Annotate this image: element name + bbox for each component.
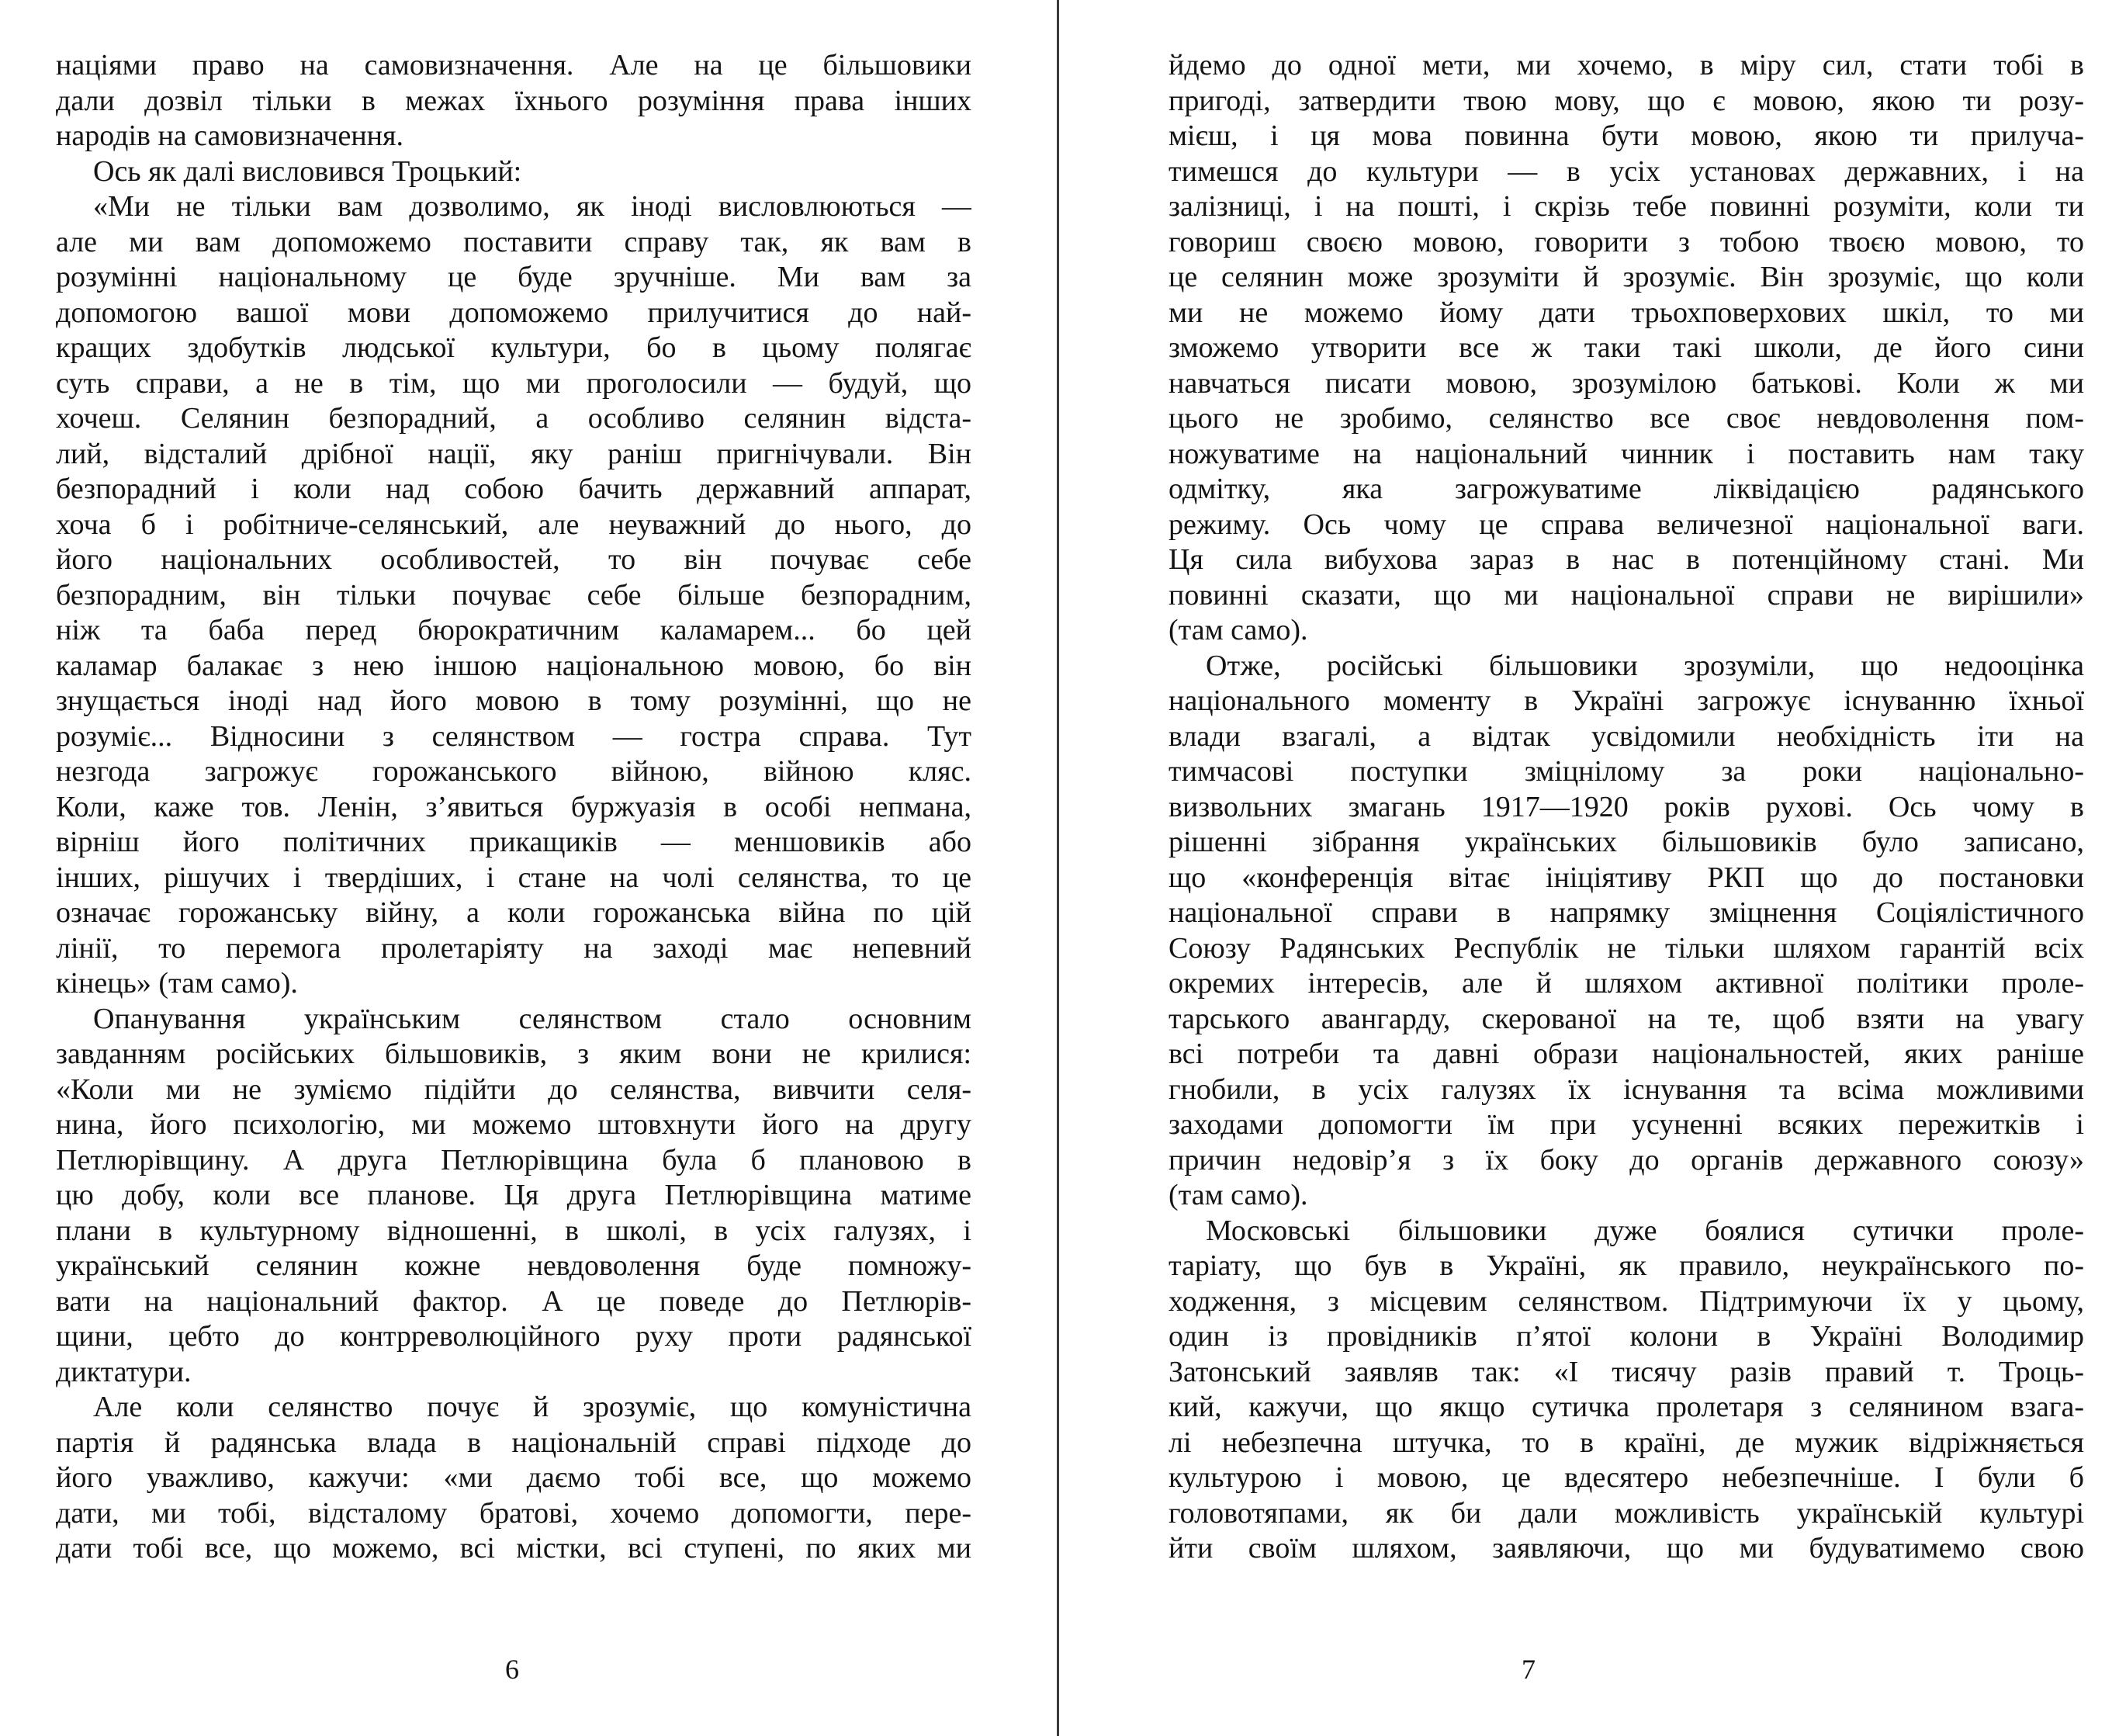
text-line: йдемо до одної мети, ми хочемо, в міру сил, стати тобі в [1169, 49, 2084, 81]
text-line: «Ми не тільки вам дозволимо, як іноді висловлюються — [93, 190, 971, 223]
text-line: націями право на самовизначення. Але на це більшовики [56, 49, 971, 81]
text-line: одмітку, яка загрожуватиме ліквідацією радянського [1169, 473, 2084, 505]
left-page-text [56, 48, 971, 1567]
right-page-text [1169, 48, 2084, 1567]
text-line: дати, ми тобі, відсталому братові, хочемо допомогти, пере- [56, 1496, 971, 1530]
text-line: ножуватиме на національний чинник і поставить нам таку [1169, 437, 2084, 470]
text-line: вірніш його політичних прикащиків — меншовиків або [56, 826, 971, 858]
text-line: безпорадним, він тільки почуває себе більше безпорадним, [56, 578, 971, 612]
text-line: Ось як далі висловився Троцький: [93, 154, 522, 188]
text-line: знущається іноді над його мовою в тому розумінні, що не [56, 684, 971, 717]
text-line: хочеш. Селянин безпорадний, а особливо селянин відста- [56, 402, 971, 435]
text-line: пригоді, затвердити твою мову, що є мовою, якою ти розу- [1169, 84, 2084, 117]
text-line: допомогою вашої мови допоможемо прилучитися до най- [56, 296, 971, 329]
text-line: зможемо утворити все ж таки такі школи, де його сини [1169, 331, 2084, 364]
text-line: хоча б і робітниче-селянський, але неуважний до нього, до [56, 508, 971, 541]
text-line: його національних особливостей, то він почуває себе [56, 543, 971, 576]
text-line: окремих інтересів, але й шляхом активної політики проле- [1169, 967, 2084, 1000]
right-page [1060, 0, 2119, 1736]
text-line: партія й радянська влада в національній справі підходе до [56, 1426, 971, 1459]
text-line: нина, його психологію, ми можемо штовхнути його на другу [56, 1108, 971, 1141]
text-line: незгода загрожує горожанського війною, війною кляс. [56, 755, 971, 788]
text-line: повинні сказати, що ми національної справи не вирішили» [1169, 578, 2084, 612]
text-line: Коли, каже тов. Ленін, з’явиться буржуазія в особі непмана, [56, 790, 971, 823]
text-line: означає горожанську війну, а коли горожанська війна по цій [56, 896, 971, 929]
text-line: залізниці, і на пошті, і скрізь тебе повинні розуміти, коли ти [1169, 190, 2084, 223]
page-number: 6 [505, 1654, 519, 1685]
text-line: інших, рішучих і твердіших, і стане на чолі селянства, то це [56, 861, 971, 894]
text-line: заходами допомогти їм при усуненні всяких пережитків і [1169, 1108, 2084, 1141]
text-line: Отже, російські більшовики зрозуміли, що недооцінка [1206, 649, 2084, 682]
text-line: кращих здобутків людської культури, бо в цьому полягає [56, 331, 971, 364]
text-line: що «конференція вітає ініціятиву РКП що до постановки [1169, 861, 2084, 894]
text-line: гнобили, в усіх галузях їх існування та всіма можливими [1169, 1072, 2084, 1106]
text-line: йти своїм шляхом, заявляючи, що ми будуватимемо свою [1169, 1532, 2084, 1564]
text-line: Петлюрівщину. А друга Петлюрівщина була б плановою в [56, 1143, 971, 1176]
text-line: кінець» (там само). [56, 967, 298, 1000]
text-line: ніж та баба перед бюрократичним каламарем... бо цей [56, 614, 971, 646]
text-line: причин недовір’я з їх боку до органів державного союзу» [1169, 1143, 2084, 1176]
text-line: навчаться писати мовою, зрозумілою батькові. Коли ж ми [1169, 366, 2084, 400]
text-line: влади взагалі, а відтак усвідомили необхідність іти на [1169, 719, 2084, 753]
text-line: культурою і мовою, це вдесятеро небезпечніше. І були б [1169, 1461, 2084, 1494]
text-line: лий, відсталий дрібної нації, яку раніш пригнічували. Він [56, 437, 971, 470]
text-line: національної справи в напрямку зміцнення Соціялістичного [1169, 896, 2084, 929]
text-line: народів на самовизначення. [56, 120, 403, 152]
text-line: диктатури. [56, 1355, 192, 1388]
text-line: тарського авангарду, скерованої на те, щоб взяти на увагу [1169, 1002, 2084, 1035]
text-line: головотяпами, як би дали можливість українській культурі [1169, 1496, 2084, 1530]
text-line: говориш своєю мовою, говорити з тобою твоєю мовою, то [1169, 225, 2084, 258]
text-line: розуміє... Відносини з селянством — гостра справа. Тут [56, 719, 971, 753]
text-line: дати тобі все, що можемо, всі містки, всі ступені, по яких ми [56, 1532, 971, 1564]
left-page [0, 0, 1059, 1736]
text-line: розумінні національному це буде зручніше. Ми вам за [56, 261, 971, 293]
text-line: але ми вам допоможемо поставити справу так, як вам в [56, 225, 971, 258]
text-line: завданням російських більшовиків, з яким вони не крилися: [56, 1038, 971, 1070]
text-line: (там само). [1169, 1179, 1308, 1211]
text-line: Московські більшовики дуже боялися сутички проле- [1206, 1214, 2084, 1247]
text-line: ми не можемо йому дати трьохповерхових шкіл, то ми [1169, 296, 2084, 329]
text-line: національного моменту в Україні загрожує існуванню їхньої [1169, 684, 2084, 717]
text-line: дали дозвіл тільки в межах їхнього розуміння права інших [56, 84, 971, 117]
text-line: український селянин кожне невдоволення буде помножу- [56, 1249, 971, 1282]
text-line: один із провідників п’ятої колони в Україні Володимир [1169, 1320, 2084, 1353]
text-line: Опанування українським селянством стало основним [93, 1002, 971, 1035]
text-line: мієш, і ця мова повинна бути мовою, якою ти прилуча- [1169, 120, 2084, 152]
text-line: кий, кажучи, що якщо сутичка пролетаря з селянином взага- [1169, 1391, 2084, 1423]
text-line: Ця сила вибухова зараз в нас в потенційному стані. Ми [1169, 543, 2084, 576]
text-line: Союзу Радянських Республік не тільки шляхом гарантій всіх [1169, 931, 2084, 965]
text-line: Але коли селянство почує й зрозуміє, що комуністична [93, 1391, 971, 1423]
text-line: Затонський заявляв так: «І тисячу разів правий т. Троць- [1169, 1355, 2084, 1388]
text-line: це селянин може зрозуміти й зрозуміє. Він зрозуміє, що коли [1169, 261, 2084, 293]
text-line: тимчасові поступки зміцнілому за роки національно- [1169, 755, 2084, 788]
text-line: щини, цебто до контрреволюційного руху проти радянської [56, 1320, 971, 1353]
text-line: каламар балакає з нею іншою національною мовою, бо він [56, 649, 971, 682]
text-line: вати на національний фактор. А це поведе до Петлюрів- [56, 1284, 971, 1318]
text-line: цю добу, коли все планове. Ця друга Петлюрівщина матиме [56, 1179, 971, 1211]
text-line: цього не зробимо, селянство все своє невдоволення пом- [1169, 402, 2084, 435]
text-line: «Коли ми не зуміємо підійти до селянства, вивчити селя- [56, 1072, 971, 1106]
text-line: таріату, що був в Україні, як правило, неукраїнського по- [1169, 1249, 2084, 1282]
page-number: 7 [1522, 1654, 1536, 1685]
text-line: лі небезпечна штучка, то в країні, де мужик відріжняється [1169, 1426, 2084, 1459]
text-line: плани в культурному відношенні, в школі, в усіх галузях, і [56, 1214, 971, 1247]
text-line: тимешся до культури — в усіх установах державних, і на [1169, 154, 2084, 188]
text-line: рішенні зібрання українських більшовиків було записано, [1169, 826, 2084, 858]
page-gutter [1057, 0, 1059, 1736]
text-line: безпорадний і коли над собою бачить державний аппарат, [56, 473, 971, 505]
text-line: ходження, з місцевим селянством. Підтримуючи їх у цьому, [1169, 1284, 2084, 1318]
text-line: режиму. Ось чому це справа величезної національної ваги. [1169, 508, 2084, 541]
text-line: суть справи, а не в тім, що ми проголосили — будуй, що [56, 366, 971, 400]
text-line: визвольних змагань 1917—1920 років рухові. Ось чому в [1169, 790, 2084, 823]
text-line: його уважливо, кажучи: «ми даємо тобі все, що можемо [56, 1461, 971, 1494]
text-line: всі потреби та давні образи національностей, яких раніше [1169, 1038, 2084, 1070]
text-line: (там само). [1169, 614, 1308, 646]
text-line: лінії, то перемога пролетаріяту на заході має непевний [56, 931, 971, 965]
